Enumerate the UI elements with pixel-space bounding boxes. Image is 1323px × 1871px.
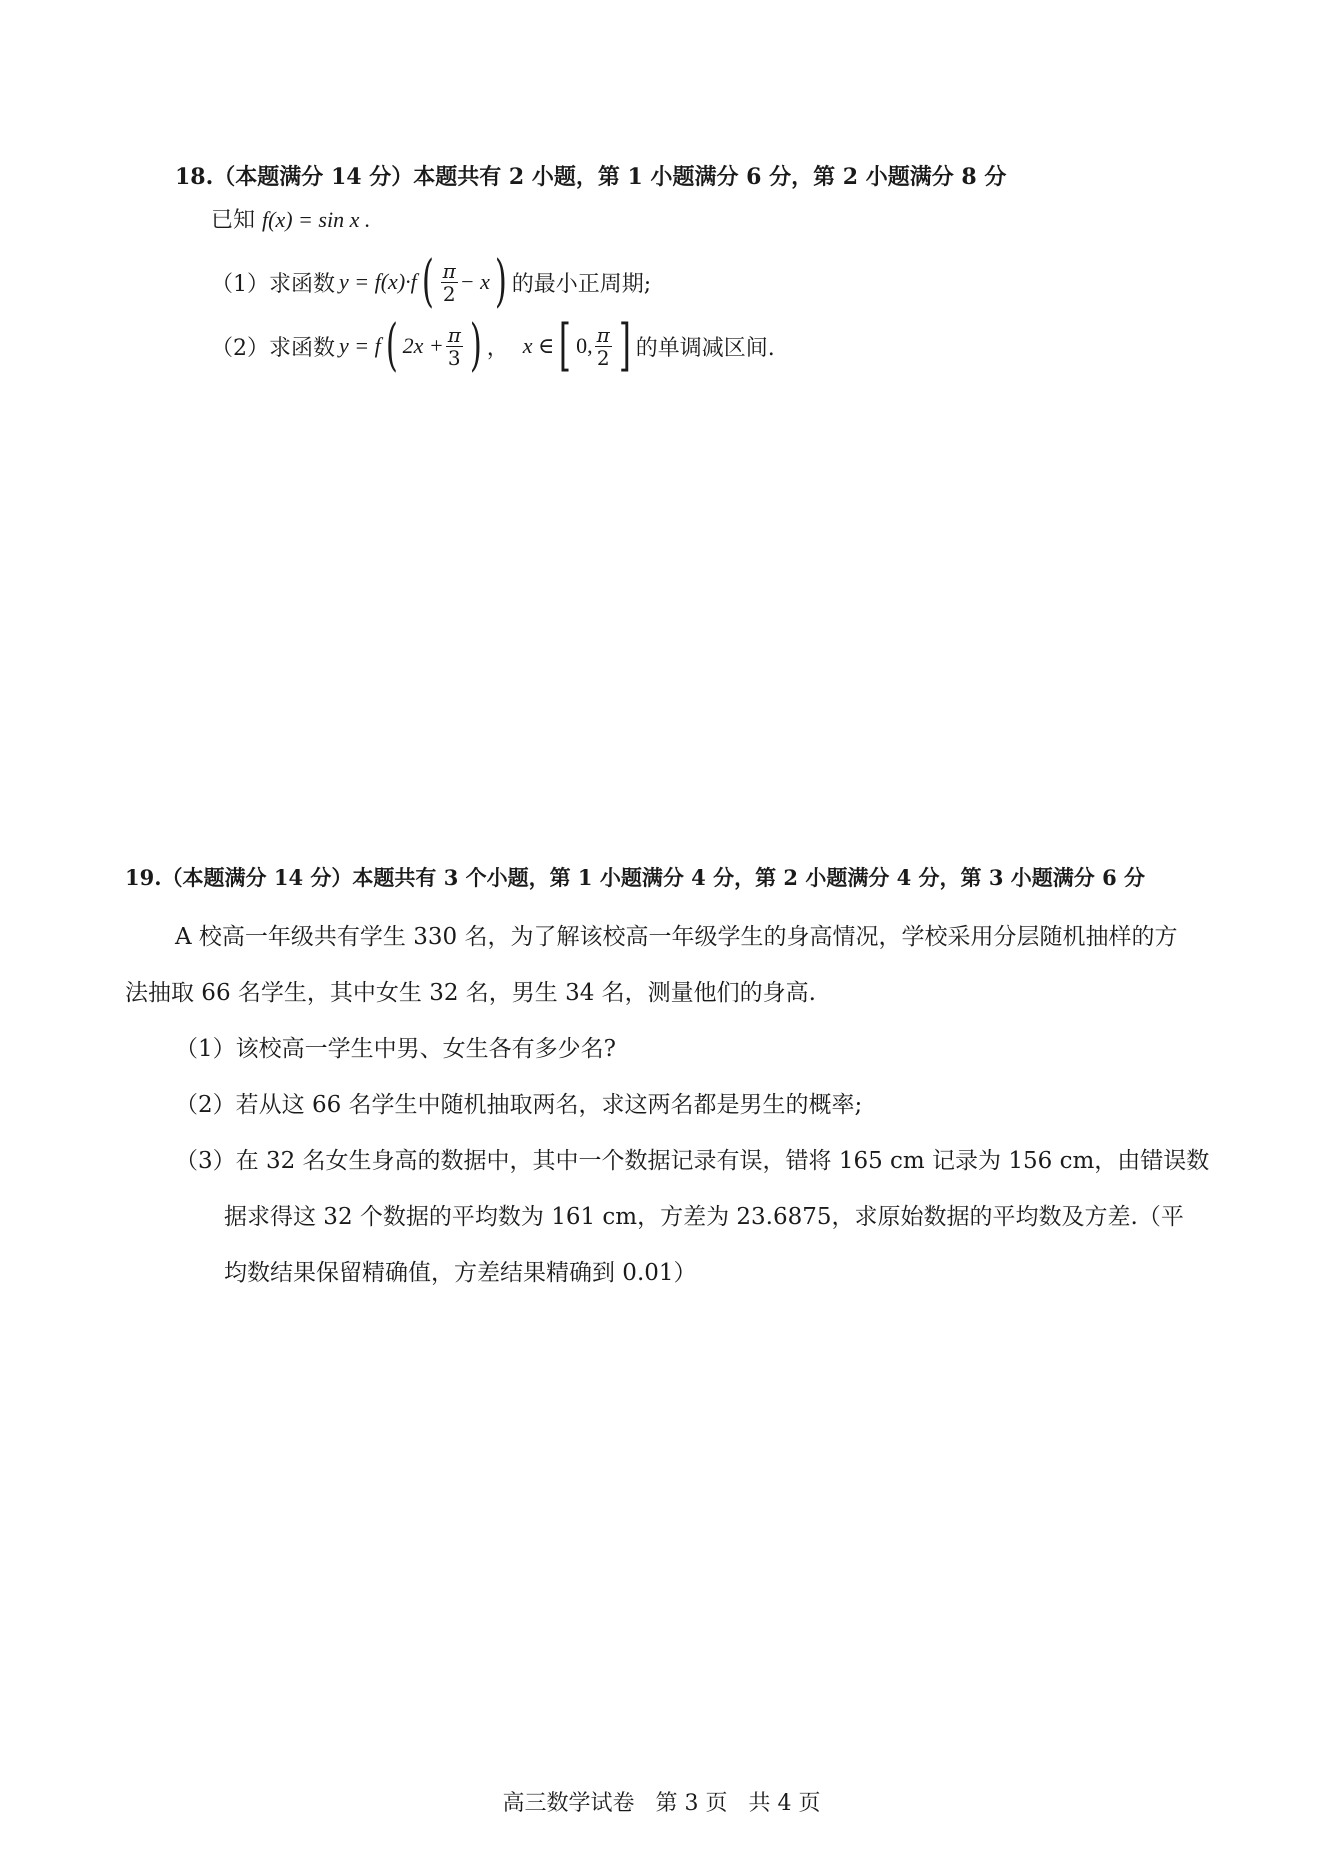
- q19-part-1: （1）该校高一学生中男、女生各有多少名?: [175, 1036, 616, 1062]
- q18-part2-suffix: 的单调减区间.: [635, 335, 775, 361]
- q18-part1-frac-num: π: [442, 258, 456, 283]
- q19-part-3-line-2: 据求得这 32 个数据的平均数为 161 cm，方差为 23.6875，求原始数据的平均数及方差.（平: [224, 1204, 1184, 1230]
- page-footer: 高三数学试卷 第 3 页 共 4 页: [502, 1791, 821, 1816]
- q18-given-formula: f(x) = sin x .: [262, 207, 371, 232]
- q18-part2-frac-num: π: [447, 322, 461, 347]
- q19-part-3-line-3: 均数结果保留精确值，方差结果精确到 0.01）: [224, 1260, 697, 1286]
- q18-given-prefix: 已知: [211, 208, 256, 233]
- q18-part2-formula-b: 2x +: [402, 333, 444, 358]
- q18-part2-interval-a: 0,: [576, 333, 593, 358]
- left-bracket-icon: [: [559, 313, 572, 378]
- left-paren-icon: (: [385, 313, 398, 378]
- q18-part2-comma: ，: [486, 335, 509, 361]
- q18-header: [175, 160, 1006, 191]
- q18-part1-frac-den: 2: [442, 281, 456, 306]
- q19-header-text: （本题满分 14 分）本题共有 3 个小题，第 1 小题满分 4 分，第 2 小题满分 4 分，第 3 小题满分 6 分: [161, 865, 1146, 890]
- q18-part1-fraction: [441, 260, 458, 305]
- q18-part2-formula-a: y = f: [339, 333, 381, 358]
- q18-part2-frac-den: 3: [447, 345, 461, 370]
- q18-part2-prefix: （2）求函数: [211, 335, 335, 361]
- q19-part-2: （2）若从这 66 名学生中随机抽取两名，求这两名都是男生的概率;: [175, 1092, 863, 1118]
- q19-number: 19.: [125, 865, 162, 890]
- q18-part1-prefix: （1）求函数: [211, 271, 335, 297]
- q19-intro-line-1: A 校高一年级共有学生 330 名，为了解该校高一年级学生的身高情况，学校采用分层随机抽样的方: [175, 924, 1178, 950]
- q18-part2-fraction: [446, 324, 463, 369]
- q18-number: 18.: [175, 164, 214, 190]
- q18-header-text: （本题满分 14 分）本题共有 2 小题，第 1 小题满分 6 分，第 2 小题满分 8 分: [213, 164, 1007, 190]
- q18-given: [211, 203, 370, 234]
- right-paren-icon: ): [494, 249, 507, 314]
- q18-part2-fraction-2: [595, 324, 612, 369]
- q18-part1-formula-b: − x: [459, 269, 490, 294]
- q18-part2-formula-c: x ∈: [522, 333, 555, 358]
- q19-header: [125, 862, 1145, 892]
- q18-part1: [211, 249, 652, 314]
- left-paren-icon: (: [421, 249, 434, 314]
- q18-part2-frac2-den: 2: [596, 345, 610, 370]
- q18-part1-formula-a: y = f(x)·f: [339, 269, 417, 294]
- q18-part2-frac2-num: π: [596, 322, 610, 347]
- right-paren-icon: ): [469, 313, 482, 378]
- q19-intro-line-2: 法抽取 66 名学生，其中女生 32 名，男生 34 名，测量他们的身高.: [125, 980, 816, 1006]
- q19-part-3-line-1: （3）在 32 名女生身高的数据中，其中一个数据记录有误，错将 165 cm 记录为 156 cm，由错误数: [175, 1148, 1210, 1174]
- q18-part2: [211, 313, 775, 378]
- right-bracket-icon: ]: [618, 313, 631, 378]
- q18-part1-suffix: 的最小正周期;: [511, 271, 652, 297]
